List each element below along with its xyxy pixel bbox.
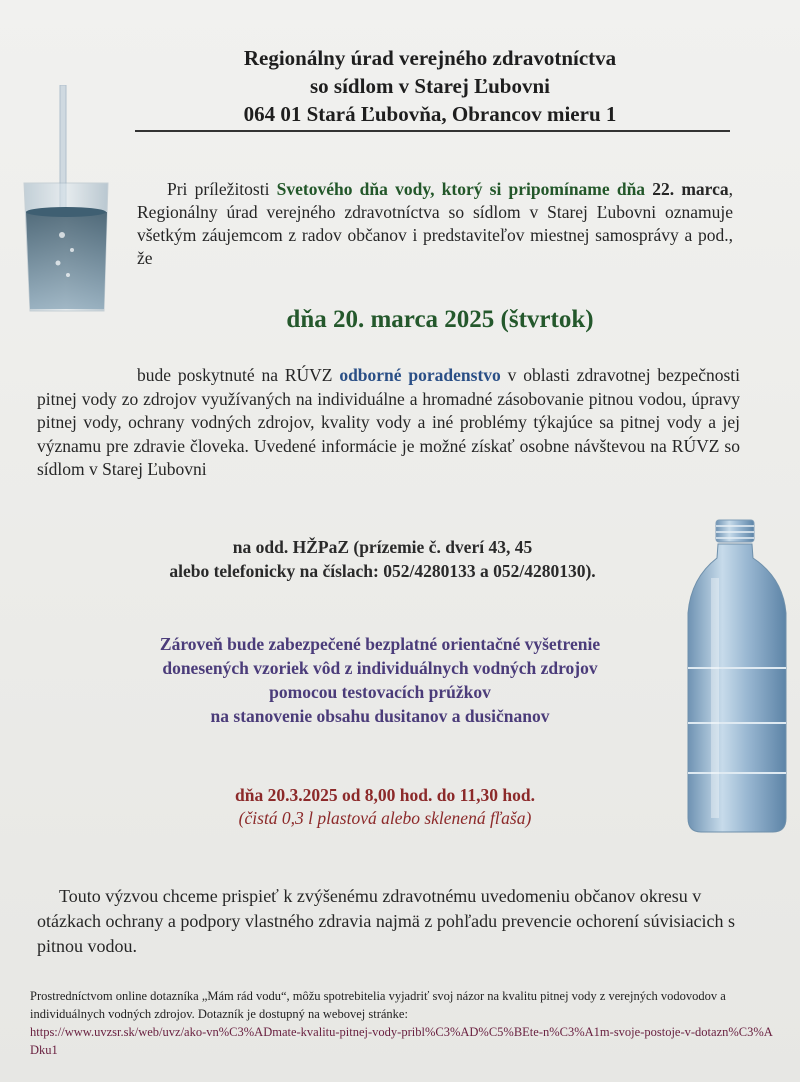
- advice-paragraph: [37, 364, 740, 482]
- testing-line-2: donesených vzoriek vôd z individuálnych vodných zdrojov: [162, 658, 598, 678]
- advice-text-2: v oblasti zdravotnej bezpečnosti pitnej vody zo zdrojov využívaných na individuálne a hromadné zásobovanie pitnou vodou, úpravy pitnej vody, ochrany vodných zdrojov, kvality vody a iné problémy týkajúce sa pitnej vody a jej významu pre zdravie človeka. Uvedené informácie je možné získať osobne návštevou na RÚVZ so sídlom v Starej Ľubovni: [37, 365, 740, 479]
- footnote-text: Prostredníctvom online dotazníka „Mám rád vodu“, môžu spotrebitelia vyjadriť svoj názor na kvalitu pitnej vody z verejných vodovodov a individuálnych vodných zdrojov. Dotazník je dostupný na webovej stránke:: [30, 989, 726, 1021]
- water-glass-icon: [22, 85, 122, 315]
- advice-text-1: bude poskytnuté na RÚVZ: [137, 365, 340, 385]
- closing-paragraph: [37, 884, 767, 959]
- contact-line-1: na odd. HŽPaZ (prízemie č. dverí 43, 45: [232, 537, 533, 557]
- testing-info: [100, 632, 660, 728]
- advice-highlight: odborné poradenstvo: [339, 365, 501, 385]
- survey-footnote: [30, 987, 775, 1059]
- bottle-note: (čistá 0,3 l plastová alebo sklenená fľaša): [238, 808, 532, 828]
- intro-text-1: Pri príležitosti: [167, 179, 277, 199]
- intro-text-2: , Regionálny úrad verejného zdravotníctva so sídlom v Starej Ľubovni oznamuje všetkým záujemcom z radov občanov i predstaviteľov miestnej samosprávy a pod., že: [137, 179, 734, 268]
- closing-text: Touto výzvou chceme prispieť k zvýšenému zdravotnému uvedomeniu občanov okresu v otázkach ochrany a podpory vlastného zdravia najmä z pohľadu prevencie ochorení súvisiacich s pitnou vodou.: [37, 886, 736, 956]
- contact-line-2: alebo telefonicky na číslach: 052/4280133 a 052/4280130).: [169, 561, 596, 581]
- testing-schedule: [160, 784, 610, 830]
- testing-time: dňa 20.3.2025 od 8,00 hod. do 11,30 hod.: [234, 785, 536, 805]
- event-date-heading: dňa 20. marca 2025 (štvrtok): [286, 306, 594, 333]
- water-bottle-icon: [683, 518, 793, 838]
- contact-info: [110, 535, 655, 583]
- intro-highlight-1: Svetového dňa vody, ktorý si pripomíname dňa: [276, 179, 646, 199]
- header-divider: [135, 130, 730, 132]
- office-header: [130, 44, 730, 128]
- survey-link[interactable]: https://www.uvzsr.sk/web/uvz/ako-vn%C3%ADmate-kvalitu-pitnej-vody-pribl%C3%AD%C5%BEte-n%C3%A1m-svoje-postoje-v-dotazn%C3%ADku1: [30, 1025, 773, 1057]
- header-line-2: so sídlom v Starej Ľubovni: [310, 74, 550, 98]
- testing-line-1: Zároveň bude zabezpečené bezplatné orientačné vyšetrenie: [159, 634, 601, 654]
- header-address: 064 01 Stará Ľubovňa, Obrancov mieru 1: [243, 102, 617, 126]
- intro-paragraph: [137, 178, 733, 270]
- testing-line-4: na stanovenie obsahu dusitanov a dusičnanov: [210, 706, 550, 726]
- testing-line-3: pomocou testovacích prúžkov: [269, 682, 491, 702]
- header-line-1: Regionálny úrad verejného zdravotníctva: [243, 46, 617, 70]
- intro-highlight-2: 22. marca: [652, 179, 729, 199]
